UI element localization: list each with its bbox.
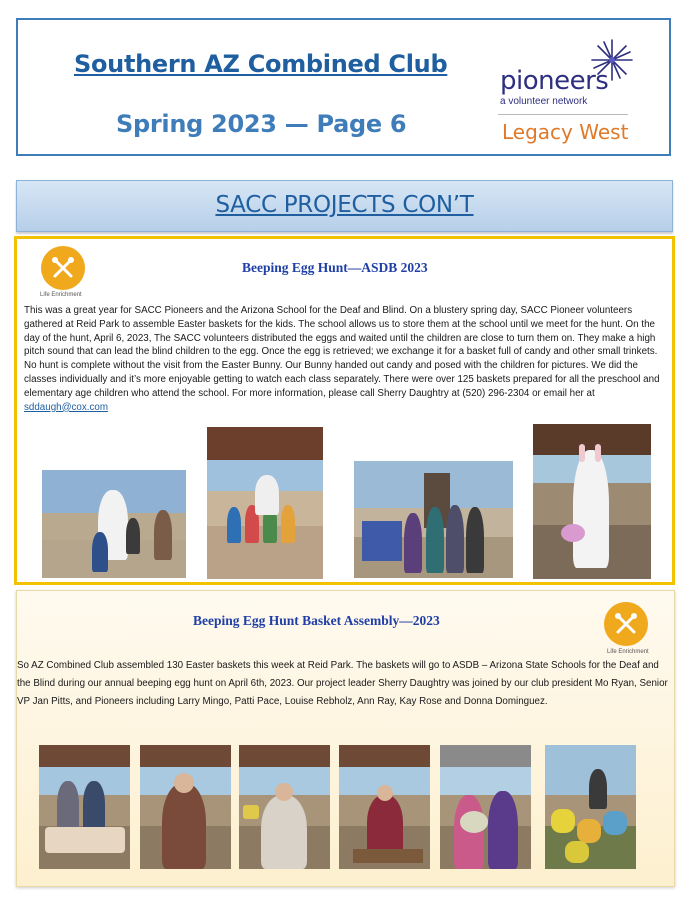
story-title: Beeping Egg Hunt—ASDB 2023 bbox=[242, 260, 428, 275]
life-enrichment-badge bbox=[604, 602, 648, 646]
badge-label: Life Enrichment bbox=[40, 292, 82, 298]
story-body: So AZ Combined Club assembled 130 Easter baskets this week at Reid Park. The baskets will go to ASDB – Arizona State Schools for the Deaf and the Blind during our annual beeping egg hunt on April 6th, 2023. Our project leader Sherry Daughtry was joined by our club president Mo Ryan, Senior VP Jan Pitts, and Pioneers including Larry Mingo, Patti Pace, Louise Rebholz, Ann Ray, Kay Rose and Donna Dominguez. bbox=[17, 660, 668, 708]
story-body bbox=[24, 304, 672, 414]
photo-easter-bunny-children bbox=[42, 470, 186, 578]
photo-class-group bbox=[207, 427, 323, 579]
story-body-text: This was a great year for SACC Pioneers and the Arizona School for the Deaf and Blind. On a blustery spring day, SACC Pioneer volunteers gathered at Reid Park to assemble Easter baskets for the kids. The school allows us to store them at the school until we meet for the hunt. On the day of the hunt, April 6, 2023, The SACC volunteers distributed the eggs and waited until the children are close to turn them on. They make a high pitch sound that can lead the blind children to the egg. Once the egg is retrieved; we exchange it for a basket full of candy and other small trinkets. No hunt is complete without the visit from the Easter Bunny. Our Bunny handed out candy and posed with the children for pictures. We did the classes individually and it’s more enjoyable getting to watch each class separately. There were over 125 baskets prepared for all the preschool and elementary age children who attend the school. For more information, please call Sherry Daughtry at (520) 296-2304 or email her at bbox=[24, 305, 660, 399]
logo-tagline: a volunteer network bbox=[500, 96, 588, 107]
email-link[interactable]: sddaugh@cox.com bbox=[24, 401, 109, 413]
pioneers-logo bbox=[496, 36, 656, 146]
photo-volunteer-woman-jacket bbox=[239, 745, 330, 869]
section-banner bbox=[16, 180, 673, 232]
photo-volunteers-group bbox=[354, 461, 513, 578]
club-title: Southern AZ Combined Club bbox=[74, 50, 448, 78]
section-banner-title: SACC PROJECTS CON’T bbox=[215, 192, 474, 218]
photo-volunteer-man bbox=[140, 745, 231, 869]
badge-label: Life Enrichment bbox=[607, 649, 649, 655]
photo-easter-bunny-pavilion bbox=[533, 424, 651, 579]
life-enrichment-tools-icon bbox=[613, 611, 639, 637]
logo-divider bbox=[498, 114, 628, 115]
life-enrichment-badge bbox=[41, 246, 85, 290]
photo-two-volunteers bbox=[440, 745, 531, 869]
logo-wordmark: pioneers bbox=[500, 66, 609, 96]
photo-volunteers-baskets bbox=[39, 745, 130, 869]
story-beeping-egg-hunt bbox=[14, 236, 675, 585]
story-basket-assembly bbox=[16, 590, 675, 887]
photo-volunteer-woman-red bbox=[339, 745, 430, 869]
logo-legacy-west: Legacy West bbox=[502, 120, 629, 144]
story-title: Beeping Egg Hunt Basket Assembly—2023 bbox=[193, 613, 440, 628]
page-title: Spring 2023 — Page 6 bbox=[116, 110, 407, 138]
newsletter-header bbox=[16, 18, 671, 156]
life-enrichment-tools-icon bbox=[50, 255, 76, 281]
photo-easter-baskets bbox=[545, 745, 636, 869]
